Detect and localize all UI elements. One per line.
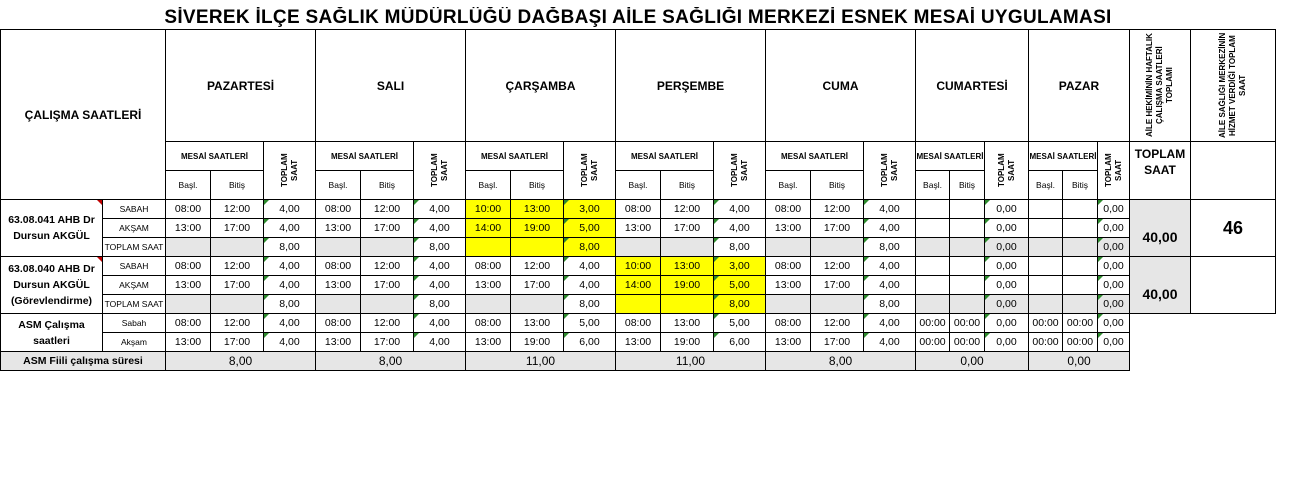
schedule-cell[interactable]: 08:00 <box>616 200 661 219</box>
schedule-cell[interactable]: 4,00 <box>414 314 466 333</box>
formula-marker <box>864 295 869 300</box>
row-label: SABAH <box>103 257 166 276</box>
schedule-cell[interactable]: 19:00 <box>661 276 714 295</box>
row-label: AKŞAM <box>103 219 166 238</box>
schedule-cell[interactable]: 0,00 <box>985 257 1029 276</box>
schedule-cell[interactable]: 12:00 <box>811 257 864 276</box>
blank-area <box>1130 314 1276 352</box>
schedule-cell[interactable] <box>511 295 564 314</box>
schedule-cell[interactable]: 4,00 <box>264 314 316 333</box>
schedule-cell[interactable]: 13:00 <box>316 276 361 295</box>
formula-marker <box>564 238 569 243</box>
bitis-header: Bitiş <box>1063 171 1098 200</box>
schedule-cell[interactable] <box>316 295 361 314</box>
schedule-cell[interactable]: 6,00 <box>714 333 766 352</box>
formula-marker <box>714 314 719 319</box>
schedule-cell[interactable]: 8,00 <box>864 295 916 314</box>
schedule-cell[interactable]: 17:00 <box>361 219 414 238</box>
day-header: CUMARTESİ <box>916 30 1029 142</box>
schedule-cell[interactable]: 13:00 <box>166 219 211 238</box>
schedule-cell[interactable]: 08:00 <box>166 200 211 219</box>
fiili-value: 8,00 <box>316 352 466 371</box>
schedule-cell[interactable]: 6,00 <box>564 333 616 352</box>
day-header: SALI <box>316 30 466 142</box>
formula-marker <box>1098 333 1103 338</box>
schedule-cell[interactable]: 4,00 <box>414 333 466 352</box>
toplam-saat-header: TOPLAM SAAT <box>264 142 316 200</box>
schedule-cell[interactable] <box>950 219 985 238</box>
schedule-cell[interactable]: 0,00 <box>985 314 1029 333</box>
schedule-cell[interactable] <box>1063 200 1098 219</box>
schedule-cell[interactable]: 13:00 <box>166 333 211 352</box>
formula-marker <box>1098 200 1103 205</box>
formula-marker <box>864 314 869 319</box>
schedule-cell[interactable]: 17:00 <box>211 333 264 352</box>
schedule-cell[interactable]: 4,00 <box>414 257 466 276</box>
toplam-saat-header: TOPLAM SAAT <box>414 142 466 200</box>
formula-marker <box>714 295 719 300</box>
formula-marker <box>714 200 719 205</box>
schedule-cell[interactable]: 13:00 <box>766 333 811 352</box>
schedule-cell[interactable]: 4,00 <box>864 219 916 238</box>
formula-marker <box>414 276 419 281</box>
schedule-cell[interactable]: 4,00 <box>414 276 466 295</box>
schedule-cell[interactable]: 0,00 <box>1098 314 1130 333</box>
formula-marker <box>985 295 990 300</box>
schedule-cell[interactable] <box>616 295 661 314</box>
schedule-cell[interactable]: 8,00 <box>714 238 766 257</box>
schedule-cell[interactable]: 0,00 <box>985 200 1029 219</box>
fiili-value: 8,00 <box>166 352 316 371</box>
schedule-cell[interactable]: 12:00 <box>811 200 864 219</box>
schedule-cell[interactable]: 4,00 <box>864 200 916 219</box>
blank-cell <box>1130 200 1191 219</box>
schedule-cell[interactable]: 19:00 <box>661 333 714 352</box>
schedule-cell[interactable] <box>916 276 950 295</box>
merkez-total: 46 <box>1191 200 1276 257</box>
schedule-cell[interactable]: 8,00 <box>264 295 316 314</box>
formula-marker <box>414 257 419 262</box>
schedule-cell[interactable]: 4,00 <box>864 314 916 333</box>
page-title: SİVEREK İLÇE SAĞLIK MÜDÜRLÜĞÜ DAĞBAŞI AİLE SAĞLIĞI MERKEZİ ESNEK MESAİ UYGULAMASI <box>164 7 1112 28</box>
row-label: Sabah <box>103 314 166 333</box>
formula-marker <box>1098 276 1103 281</box>
schedule-cell[interactable]: 8,00 <box>414 238 466 257</box>
formula-marker <box>264 219 269 224</box>
schedule-cell[interactable]: 13:00 <box>511 200 564 219</box>
schedule-cell[interactable]: 08:00 <box>766 200 811 219</box>
schedule-cell[interactable] <box>1063 219 1098 238</box>
fiili-value: 11,00 <box>616 352 766 371</box>
basl-header: Başl. <box>166 171 211 200</box>
row-label: TOPLAM SAAT <box>103 238 166 257</box>
schedule-cell[interactable]: 19:00 <box>511 333 564 352</box>
formula-marker <box>564 257 569 262</box>
formula-marker <box>564 276 569 281</box>
toplam-saat-header: TOPLAM SAAT <box>714 142 766 200</box>
formula-marker <box>564 333 569 338</box>
schedule-cell[interactable] <box>916 238 950 257</box>
schedule-cell[interactable]: 0,00 <box>985 333 1029 352</box>
schedule-cell[interactable] <box>1029 238 1063 257</box>
formula-marker <box>414 295 419 300</box>
schedule-cell[interactable]: 14:00 <box>466 219 511 238</box>
schedule-cell[interactable]: 08:00 <box>316 200 361 219</box>
formula-marker <box>414 238 419 243</box>
schedule-table <box>0 7 1276 371</box>
schedule-cell[interactable] <box>811 238 864 257</box>
formula-marker <box>564 200 569 205</box>
schedule-cell[interactable] <box>211 295 264 314</box>
schedule-cell[interactable] <box>1063 238 1098 257</box>
schedule-cell[interactable]: 4,00 <box>414 219 466 238</box>
schedule-cell[interactable]: 17:00 <box>211 276 264 295</box>
schedule-cell[interactable]: 13:00 <box>511 314 564 333</box>
schedule-cell[interactable]: 0,00 <box>1098 276 1130 295</box>
schedule-cell[interactable]: 17:00 <box>811 333 864 352</box>
schedule-cell[interactable]: 5,00 <box>564 314 616 333</box>
schedule-cell[interactable]: 4,00 <box>264 276 316 295</box>
schedule-cell[interactable]: 12:00 <box>511 257 564 276</box>
formula-marker <box>1098 219 1103 224</box>
fiili-value: 8,00 <box>766 352 916 371</box>
calisma-saatleri-header: ÇALIŞMA SAATLERİ <box>1 30 166 200</box>
schedule-cell[interactable] <box>166 295 211 314</box>
schedule-cell[interactable] <box>166 238 211 257</box>
formula-marker <box>264 276 269 281</box>
formula-marker <box>864 238 869 243</box>
fiili-value: 0,00 <box>1029 352 1130 371</box>
schedule-cell[interactable]: 13:00 <box>616 333 661 352</box>
doctor-name: 63.08.041 AHB Dr Dursun AKGÜL <box>1 200 103 257</box>
formula-marker <box>264 314 269 319</box>
schedule-cell[interactable]: 5,00 <box>714 314 766 333</box>
day-header: PERŞEMBE <box>616 30 766 142</box>
schedule-cell[interactable]: 4,00 <box>714 200 766 219</box>
schedule-cell[interactable] <box>916 219 950 238</box>
schedule-cell[interactable] <box>1063 276 1098 295</box>
fiili-label: ASM Fiili çalışma süresi <box>1 352 166 371</box>
bitis-header: Bitiş <box>211 171 264 200</box>
basl-header: Başl. <box>616 171 661 200</box>
schedule-cell[interactable]: 0,00 <box>1098 257 1130 276</box>
schedule-cell[interactable]: 8,00 <box>264 238 316 257</box>
schedule-cell[interactable]: 4,00 <box>264 219 316 238</box>
schedule-cell[interactable]: 17:00 <box>361 276 414 295</box>
schedule-cell[interactable]: 0,00 <box>1098 238 1130 257</box>
schedule-cell[interactable]: 8,00 <box>714 295 766 314</box>
haftalik-toplam-header: AİLE HEKİMİNİN HAFTALIK ÇALIŞMA SAATLERİ TOPLAMI <box>1130 30 1191 142</box>
formula-marker <box>864 333 869 338</box>
schedule-cell[interactable]: 17:00 <box>211 219 264 238</box>
formula-marker <box>1098 295 1103 300</box>
schedule-cell[interactable]: 14:00 <box>616 276 661 295</box>
doctor-weekly-total: 40,00 <box>1130 219 1191 257</box>
toplam-saat-total-header: TOPLAM SAAT <box>1130 142 1191 200</box>
day-header: CUMA <box>766 30 916 142</box>
schedule-cell[interactable]: 4,00 <box>864 276 916 295</box>
schedule-cell[interactable]: 00:00 <box>916 333 950 352</box>
day-header: PAZAR <box>1029 30 1130 142</box>
schedule-cell[interactable] <box>1029 276 1063 295</box>
formula-marker <box>264 238 269 243</box>
row-label: AKŞAM <box>103 276 166 295</box>
schedule-cell[interactable]: 19:00 <box>511 219 564 238</box>
schedule-cell[interactable] <box>766 238 811 257</box>
schedule-cell[interactable]: 8,00 <box>564 238 616 257</box>
bitis-header: Bitiş <box>950 171 985 200</box>
toplam-saat-header: TOPLAM SAAT <box>564 142 616 200</box>
toplam-saat-header: TOPLAM SAAT <box>1098 142 1130 200</box>
formula-marker <box>985 257 990 262</box>
day-header: ÇARŞAMBA <box>466 30 616 142</box>
formula-marker <box>264 200 269 205</box>
bitis-header: Bitiş <box>511 171 564 200</box>
schedule-cell[interactable]: 4,00 <box>564 257 616 276</box>
schedule-cell[interactable] <box>361 238 414 257</box>
schedule-cell[interactable]: 00:00 <box>916 314 950 333</box>
schedule-cell[interactable] <box>950 257 985 276</box>
schedule-cell[interactable]: 10:00 <box>466 200 511 219</box>
basl-header: Başl. <box>1029 171 1063 200</box>
schedule-cell[interactable] <box>916 200 950 219</box>
formula-marker <box>714 333 719 338</box>
schedule-cell[interactable] <box>916 295 950 314</box>
formula-marker <box>1098 257 1103 262</box>
schedule-cell[interactable]: 0,00 <box>985 219 1029 238</box>
schedule-cell[interactable]: 3,00 <box>714 257 766 276</box>
schedule-cell[interactable]: 3,00 <box>564 200 616 219</box>
mesai-saatleri-header: MESAİ SAATLERİ <box>1029 142 1098 171</box>
mesai-saatleri-header: MESAİ SAATLERİ <box>316 142 414 171</box>
formula-marker <box>264 257 269 262</box>
schedule-cell[interactable]: 13:00 <box>616 219 661 238</box>
schedule-cell[interactable]: 13:00 <box>766 219 811 238</box>
mesai-saatleri-header: MESAİ SAATLERİ <box>466 142 564 171</box>
comment-marker <box>97 200 102 205</box>
basl-header: Başl. <box>466 171 511 200</box>
schedule-cell[interactable]: 4,00 <box>264 333 316 352</box>
schedule-cell[interactable]: 08:00 <box>166 257 211 276</box>
schedule-cell[interactable]: 08:00 <box>466 257 511 276</box>
schedule-cell[interactable]: 12:00 <box>661 200 714 219</box>
schedule-cell[interactable] <box>211 238 264 257</box>
schedule-cell[interactable] <box>1029 257 1063 276</box>
schedule-cell[interactable] <box>950 295 985 314</box>
schedule-cell[interactable]: 0,00 <box>1098 219 1130 238</box>
formula-marker <box>985 276 990 281</box>
formula-marker <box>985 314 990 319</box>
schedule-cell[interactable]: 4,00 <box>264 257 316 276</box>
formula-marker <box>264 295 269 300</box>
formula-marker <box>564 314 569 319</box>
schedule-cell[interactable]: 0,00 <box>1098 200 1130 219</box>
schedule-cell[interactable] <box>766 295 811 314</box>
schedule-cell[interactable]: 4,00 <box>414 200 466 219</box>
schedule-cell[interactable]: 13:00 <box>166 276 211 295</box>
mesai-saatleri-header: MESAİ SAATLERİ <box>166 142 264 171</box>
asm-label: ASM Çalışma saatleri <box>1 314 103 352</box>
row-label: SABAH <box>103 200 166 219</box>
schedule-cell[interactable]: 8,00 <box>564 295 616 314</box>
toplam-saat-header: TOPLAM SAAT <box>985 142 1029 200</box>
formula-marker <box>714 238 719 243</box>
doctor-weekly-total: 40,00 <box>1130 276 1191 314</box>
schedule-cell[interactable]: 00:00 <box>1029 314 1063 333</box>
schedule-cell[interactable]: 13:00 <box>316 333 361 352</box>
doctor-name: 63.08.040 AHB Dr Dursun AKGÜL (Görevlendirme) <box>1 257 103 314</box>
schedule-cell[interactable] <box>1029 219 1063 238</box>
schedule-cell[interactable]: 12:00 <box>211 200 264 219</box>
schedule-cell[interactable]: 00:00 <box>1029 333 1063 352</box>
schedule-cell[interactable]: 08:00 <box>166 314 211 333</box>
schedule-cell[interactable]: 0,00 <box>985 295 1029 314</box>
formula-marker <box>864 257 869 262</box>
schedule-cell[interactable]: 08:00 <box>616 314 661 333</box>
schedule-cell[interactable]: 08:00 <box>316 314 361 333</box>
basl-header: Başl. <box>916 171 950 200</box>
schedule-cell[interactable]: 08:00 <box>766 314 811 333</box>
schedule-cell[interactable]: 12:00 <box>361 257 414 276</box>
formula-marker <box>414 314 419 319</box>
schedule-cell[interactable]: 4,00 <box>864 333 916 352</box>
schedule-cell[interactable]: 13:00 <box>466 333 511 352</box>
blank-cell <box>1191 257 1276 314</box>
schedule-cell[interactable] <box>466 295 511 314</box>
schedule-cell[interactable]: 00:00 <box>950 314 985 333</box>
schedule-cell[interactable]: 4,00 <box>864 257 916 276</box>
formula-marker <box>714 257 719 262</box>
schedule-cell[interactable]: 12:00 <box>211 257 264 276</box>
schedule-cell[interactable]: 17:00 <box>361 333 414 352</box>
basl-header: Başl. <box>316 171 361 200</box>
schedule-cell[interactable]: 00:00 <box>1063 314 1098 333</box>
schedule-cell[interactable]: 13:00 <box>466 276 511 295</box>
schedule-cell[interactable]: 17:00 <box>511 276 564 295</box>
blank-cell <box>1191 142 1276 200</box>
formula-marker <box>564 295 569 300</box>
schedule-cell[interactable]: 08:00 <box>316 257 361 276</box>
blank-cell <box>1130 257 1191 276</box>
schedule-cell[interactable]: 17:00 <box>811 219 864 238</box>
schedule-cell[interactable] <box>1063 257 1098 276</box>
schedule-cell[interactable]: 00:00 <box>1063 333 1098 352</box>
schedule-cell[interactable]: 0,00 <box>1098 295 1130 314</box>
schedule-cell[interactable]: 0,00 <box>985 238 1029 257</box>
basl-header: Başl. <box>766 171 811 200</box>
formula-marker <box>985 333 990 338</box>
bitis-header: Bitiş <box>811 171 864 200</box>
schedule-cell[interactable] <box>950 200 985 219</box>
schedule-cell[interactable] <box>661 238 714 257</box>
formula-marker <box>564 219 569 224</box>
formula-marker <box>714 276 719 281</box>
schedule-cell[interactable]: 0,00 <box>985 276 1029 295</box>
schedule-cell[interactable]: 4,00 <box>264 200 316 219</box>
schedule-cell[interactable]: 13:00 <box>661 257 714 276</box>
formula-marker <box>985 219 990 224</box>
schedule-cell[interactable]: 5,00 <box>714 276 766 295</box>
comment-marker <box>97 257 102 262</box>
schedule-cell[interactable]: 12:00 <box>211 314 264 333</box>
schedule-cell[interactable]: 4,00 <box>714 219 766 238</box>
schedule-cell[interactable]: 12:00 <box>361 200 414 219</box>
schedule-cell[interactable]: 08:00 <box>766 257 811 276</box>
schedule-cell[interactable] <box>950 238 985 257</box>
fiili-value: 0,00 <box>916 352 1029 371</box>
day-header: PAZARTESİ <box>166 30 316 142</box>
schedule-cell[interactable]: 13:00 <box>661 314 714 333</box>
formula-marker <box>985 200 990 205</box>
formula-marker <box>714 219 719 224</box>
schedule-cell[interactable]: 08:00 <box>466 314 511 333</box>
schedule-cell[interactable] <box>361 295 414 314</box>
merkez-toplam-header: AİLE SAĞLIĞI MERKEZİNİN HİZMET VERDİĞİ TOPLAM SAAT <box>1191 30 1276 142</box>
schedule-cell[interactable] <box>916 257 950 276</box>
schedule-cell[interactable]: 0,00 <box>1098 333 1130 352</box>
schedule-cell[interactable] <box>616 238 661 257</box>
schedule-cell[interactable] <box>511 238 564 257</box>
formula-marker <box>414 333 419 338</box>
schedule-cell[interactable]: 4,00 <box>564 276 616 295</box>
schedule-cell[interactable]: 17:00 <box>811 276 864 295</box>
schedule-cell[interactable]: 12:00 <box>361 314 414 333</box>
schedule-cell[interactable] <box>466 238 511 257</box>
schedule-cell[interactable] <box>1029 295 1063 314</box>
schedule-cell[interactable]: 13:00 <box>316 219 361 238</box>
formula-marker <box>414 219 419 224</box>
schedule-cell[interactable] <box>950 276 985 295</box>
fiili-value: 11,00 <box>466 352 616 371</box>
schedule-cell[interactable]: 17:00 <box>661 219 714 238</box>
mesai-saatleri-header: MESAİ SAATLERİ <box>766 142 864 171</box>
schedule-cell[interactable]: 10:00 <box>616 257 661 276</box>
schedule-cell[interactable] <box>1063 295 1098 314</box>
schedule-cell[interactable] <box>811 295 864 314</box>
row-label: Akşam <box>103 333 166 352</box>
formula-marker <box>1098 238 1103 243</box>
mesai-saatleri-header: MESAİ SAATLERİ <box>916 142 985 171</box>
bitis-header: Bitiş <box>661 171 714 200</box>
schedule-cell[interactable] <box>661 295 714 314</box>
formula-marker <box>1098 314 1103 319</box>
formula-marker <box>864 219 869 224</box>
schedule-cell[interactable]: 5,00 <box>564 219 616 238</box>
row-label: TOPLAM SAAT <box>103 295 166 314</box>
formula-marker <box>264 333 269 338</box>
formula-marker <box>985 238 990 243</box>
mesai-saatleri-header: MESAİ SAATLERİ <box>616 142 714 171</box>
schedule-cell[interactable]: 8,00 <box>414 295 466 314</box>
schedule-cell[interactable]: 12:00 <box>811 314 864 333</box>
bitis-header: Bitiş <box>361 171 414 200</box>
schedule-cell[interactable]: 8,00 <box>864 238 916 257</box>
schedule-cell[interactable]: 00:00 <box>950 333 985 352</box>
formula-marker <box>864 200 869 205</box>
schedule-cell[interactable]: 13:00 <box>766 276 811 295</box>
toplam-saat-header: TOPLAM SAAT <box>864 142 916 200</box>
formula-marker <box>864 276 869 281</box>
schedule-cell[interactable] <box>1029 200 1063 219</box>
schedule-cell[interactable] <box>316 238 361 257</box>
formula-marker <box>414 200 419 205</box>
